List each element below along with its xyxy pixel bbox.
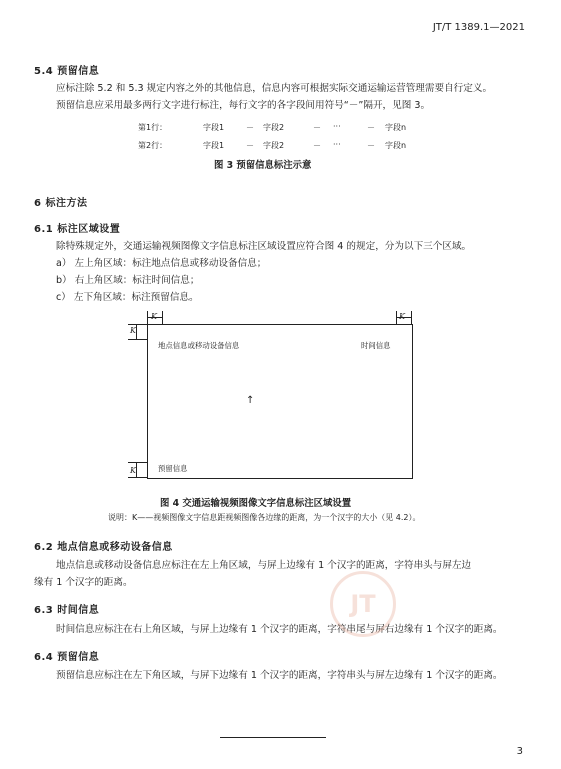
watermark-seal — [330, 571, 396, 637]
section-6-3-heading: 6.3 时间信息 — [34, 605, 100, 616]
k-label: K — [399, 312, 405, 321]
section-6-2-heading: 6.2 地点信息或移动设备信息 — [34, 542, 173, 553]
paragraph: 地点信息或移动设备信息应标注在左上角区域，与屏上边缘有 1 个汉字的距离，字符串头与屏左边 — [56, 560, 472, 571]
field-cell: 字段n — [385, 141, 407, 150]
field-cell: 字段1 — [203, 123, 225, 132]
section-6-heading: 6 标注方法 — [34, 198, 88, 209]
standard-number: JT/T 1389.1—2021 — [432, 22, 525, 33]
page-number: 3 — [516, 746, 523, 757]
dim-line — [136, 463, 137, 477]
k-label: K — [130, 326, 136, 335]
section-6-1-heading: 6.1 标注区域设置 — [34, 224, 121, 235]
separator: － — [313, 123, 321, 132]
top-left-region-label: 地点信息或移动设备信息 — [158, 341, 240, 350]
section-5-4-heading: 5.4 预留信息 — [34, 66, 100, 77]
top-right-region-label: 时间信息 — [361, 341, 391, 350]
paragraph: 缘有 1 个汉字的距离。 — [34, 577, 133, 588]
paragraph: 预留信息应标注在左下角区域，与屏下边缘有 1 个汉字的距离，字符串头与屏左边缘有 1 个汉字的距离。 — [56, 670, 503, 681]
footer-divider — [220, 737, 326, 738]
ellipsis: ··· — [333, 122, 341, 131]
dim-line — [128, 462, 147, 463]
paragraph: 时间信息应标注在右上角区域，与屏上边缘有 1 个汉字的距离，字符串尾与屏右边缘有 1 个汉字的距离。 — [56, 624, 503, 635]
bottom-left-region-label: 预留信息 — [158, 464, 188, 473]
field-cell: 字段1 — [203, 141, 225, 150]
list-item: b） 右上角区域：标注时间信息； — [56, 275, 200, 286]
list-item: c） 左下角区域：标注预留信息。 — [56, 292, 199, 303]
separator: － — [313, 141, 321, 150]
paragraph: 除特殊规定外，交通运输视频图像文字信息标注区域设置应符合图 4 的规定，分为以下三个区域。 — [56, 241, 472, 252]
dim-line — [128, 477, 147, 478]
separator: － — [246, 123, 254, 132]
row-label: 第2行： — [138, 141, 168, 150]
list-item: a） 左上角区域：标注地点信息或移动设备信息； — [56, 258, 267, 269]
center-arrow: ↑ — [246, 395, 255, 406]
figure-note: 说明：K——视频图像文字信息距视频图像各边缘的距离，为一个汉字的大小（见 4.2）。 — [108, 513, 421, 522]
dim-line — [162, 311, 163, 324]
paragraph: 应标注除 5.2 和 5.3 规定内容之外的其他信息，信息内容可根据实际交通运输运营管理需要自行定义。 — [56, 83, 493, 94]
dim-line — [411, 311, 412, 324]
watermark-text: JT — [350, 590, 376, 618]
separator: － — [246, 141, 254, 150]
dim-line — [128, 339, 147, 340]
row-label: 第1行： — [138, 123, 168, 132]
k-label: K — [130, 466, 136, 475]
figure-4 — [128, 311, 428, 489]
dim-line — [136, 325, 137, 339]
paragraph: 预留信息应采用最多两行文字进行标注，每行文字的各字段间用符号“－”隔开，见图 3。 — [56, 100, 431, 111]
field-cell: 字段2 — [263, 123, 285, 132]
ellipsis: ··· — [333, 140, 341, 149]
figure-caption: 图 3 预留信息标注示意 — [214, 160, 312, 171]
k-label: K — [151, 312, 157, 321]
separator: － — [367, 141, 375, 150]
dim-line — [128, 324, 147, 325]
section-6-4-heading: 6.4 预留信息 — [34, 652, 100, 663]
separator: － — [367, 123, 375, 132]
field-cell: 字段n — [385, 123, 407, 132]
figure-caption: 图 4 交通运输视频图像文字信息标注区域设置 — [160, 498, 352, 509]
field-cell: 字段2 — [263, 141, 285, 150]
